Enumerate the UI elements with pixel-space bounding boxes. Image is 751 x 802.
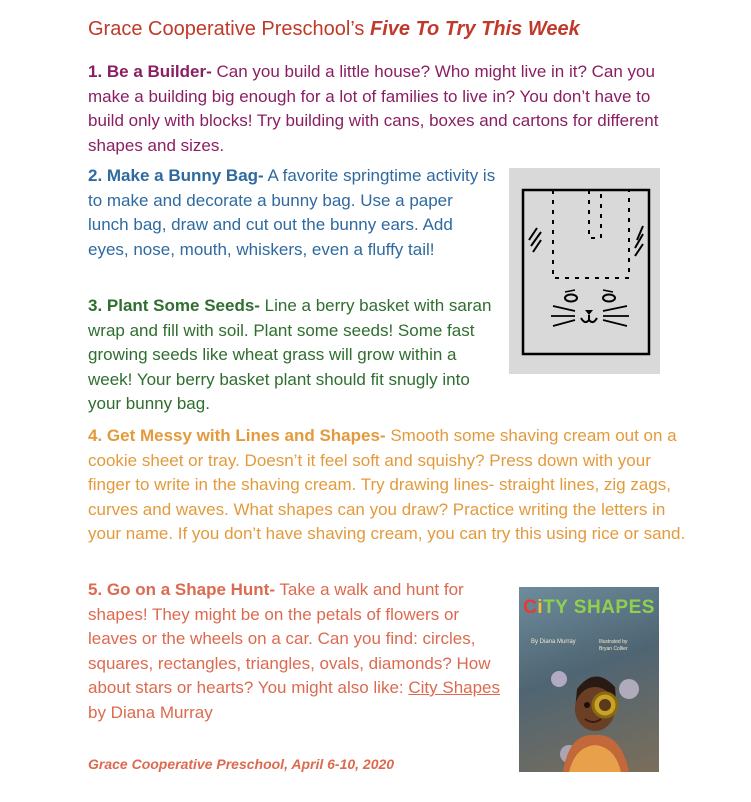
item-builder (88, 60, 688, 158)
item-shape-hunt (88, 578, 503, 725)
item-bunny-bag (88, 164, 498, 262)
page-title: Grace Cooperative Preschool’s Five To Try This Week (88, 18, 580, 40)
bunny-bag-image (509, 168, 660, 374)
book-title: CiTY SHAPES (523, 597, 655, 618)
item-heading: 3. Plant Some Seeds- (88, 296, 260, 315)
item-text: Take a walk and hunt for shapes! They might be on the petals of flowers or leaves or the wheels on a car. Can you find: circles, squares, rectangles, triangles, ovals, diamonds? How about stars or hearts? You might also like: (88, 580, 491, 697)
book-illustrator: Illustrated by Bryan Collier (599, 639, 628, 652)
item-text: Can you build a little house? Who might live in it? Can you make a building big enough for a lot of families to live in? You don’t have to build only with blocks! Try building with cans, boxes and cartons for different shapes and sizes. (88, 62, 659, 155)
item-text: A favorite springtime activity is to make and decorate a bunny bag. Use a paper lunch bag, draw and cut out the bunny ears. Add eyes, nose, mouth, whiskers, even a fluffy tail! (88, 166, 496, 259)
item-heading: 5. Go on a Shape Hunt- (88, 580, 276, 599)
item-heading: 2. Make a Bunny Bag- (88, 166, 264, 185)
item-text: Line a berry basket with saran wrap and fill with soil. Plant some seeds! Some fast growing seeds like wheat grass will grow within a week! Your berry basket plant should fit snugly into your bunny bag. (88, 296, 492, 413)
item-lines-shapes (88, 424, 688, 547)
bunny-bag-drawing (509, 168, 660, 374)
item-text: Smooth some shaving cream out on a cookie sheet or tray. Doesn’t it feel soft and squishy? Press down with your finger to write in the shaving cream. Try drawing lines- straight lines, zig zags, curves and waves. What shapes can you draw? Practice writing the letters in your name. If you don’t have shaving cream, you can try this using rice or sand. (88, 426, 686, 543)
girl-illustration (549, 659, 641, 772)
item-heading: 1. Be a Builder- (88, 62, 212, 81)
item-text-after: by Diana Murray (88, 702, 213, 722)
book-cover-image (519, 587, 659, 772)
book-link[interactable]: City Shapes (408, 678, 501, 697)
book-author: By Diana Murray (531, 639, 576, 645)
footer: Grace Cooperative Preschool, April 6-10, 2020 (88, 756, 395, 772)
item-heading: 4. Get Messy with Lines and Shapes- (88, 426, 386, 445)
item-plant-seeds (88, 294, 498, 417)
